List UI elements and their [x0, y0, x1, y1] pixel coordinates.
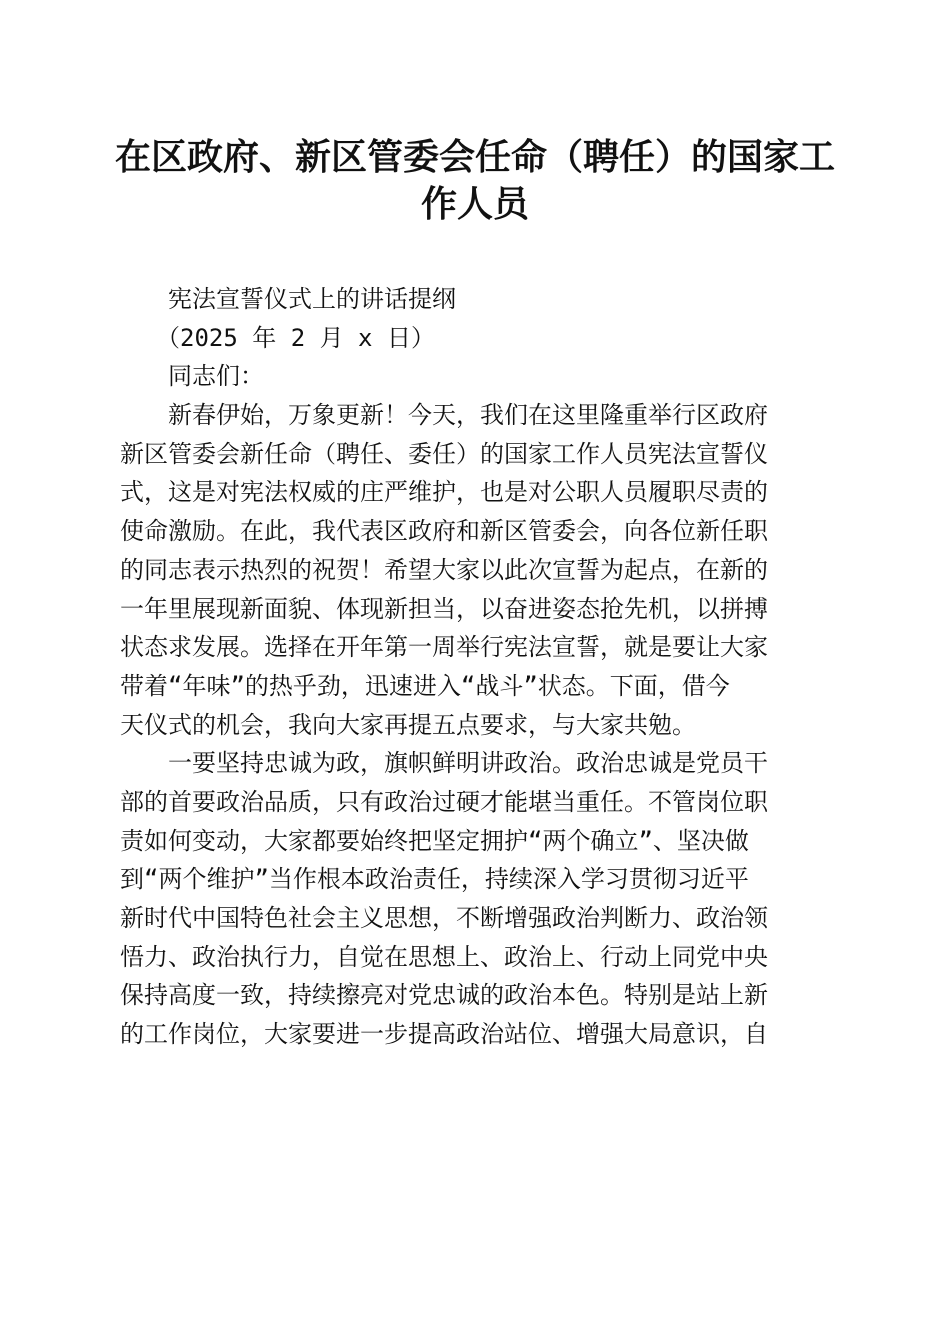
paragraph-line: 使命激励。在此，我代表区政府和新区管委会，向各位新任职	[120, 517, 768, 546]
subtitle: 宪法宣誓仪式上的讲话提纲	[168, 285, 456, 313]
paragraph-line: 新区管委会新任命（聘任、委任）的国家工作人员宪法宣誓仪	[120, 439, 768, 468]
paragraph-line: 保持高度一致，持续擦亮对党忠诚的政治本色。特别是站上新	[120, 981, 768, 1010]
title-line-2: 作人员	[420, 183, 529, 225]
date: （2025 年 2 月 x 日）	[168, 323, 435, 352]
paragraph-line: 到“两个维护”当作根本政治责任，持续深入学习贯彻习近平	[120, 865, 749, 894]
paragraph-line: 悟力、政治执行力，自觉在思想上、政治上、行动上同党中央	[120, 942, 768, 971]
paragraph-line-text: 新春伊始，万象更新！今天，我们在这里隆重举行区政府	[168, 401, 768, 430]
paragraph-line: 天仪式的机会，我向大家再提五点要求，与大家共勉。	[120, 710, 696, 739]
document-body	[120, 280, 830, 1054]
paragraph-line: 式，这是对宪法权威的庄严维护，也是对公职人员履职尽责的	[120, 478, 768, 507]
paragraph-line: 一年里展现新面貌、体现新担当，以奋进姿态抢先机，以拼搏	[120, 594, 768, 623]
salutation: 同志们：	[168, 362, 264, 391]
paragraph-line	[120, 744, 830, 783]
paragraph-line	[120, 396, 830, 435]
date-line	[120, 319, 830, 358]
paragraph-1	[120, 396, 830, 744]
title-line-1: 在区政府、新区管委会任命（聘任）的国家工	[114, 136, 835, 178]
paragraph-line: 的工作岗位，大家要进一步提高政治站位、增强大局意识，自	[120, 1020, 768, 1049]
subtitle-line	[120, 280, 830, 319]
salutation-line	[120, 357, 830, 396]
paragraph-line-text: 一要坚持忠诚为政，旗帜鲜明讲政治。政治忠诚是党员干	[168, 749, 768, 778]
paragraph-2	[120, 744, 830, 1054]
paragraph-line: 部的首要政治品质，只有政治过硬才能堪当重任。不管岗位职	[120, 787, 768, 816]
document-title	[110, 134, 840, 228]
paragraph-line: 新时代中国特色社会主义思想，不断增强政治判断力、政治领	[120, 904, 768, 932]
paragraph-line: 带着“年味”的热乎劲，迅速进入“战斗”状态。下面，借今	[120, 671, 730, 700]
paragraph-line: 状态求发展。选择在开年第一周举行宪法宣誓，就是要让大家	[120, 633, 768, 662]
paragraph-line: 的同志表示热烈的祝贺！希望大家以此次宣誓为起点，在新的	[120, 555, 768, 584]
paragraph-line: 责如何变动，大家都要始终把坚定拥护“两个确立”、坚决做	[120, 826, 749, 855]
